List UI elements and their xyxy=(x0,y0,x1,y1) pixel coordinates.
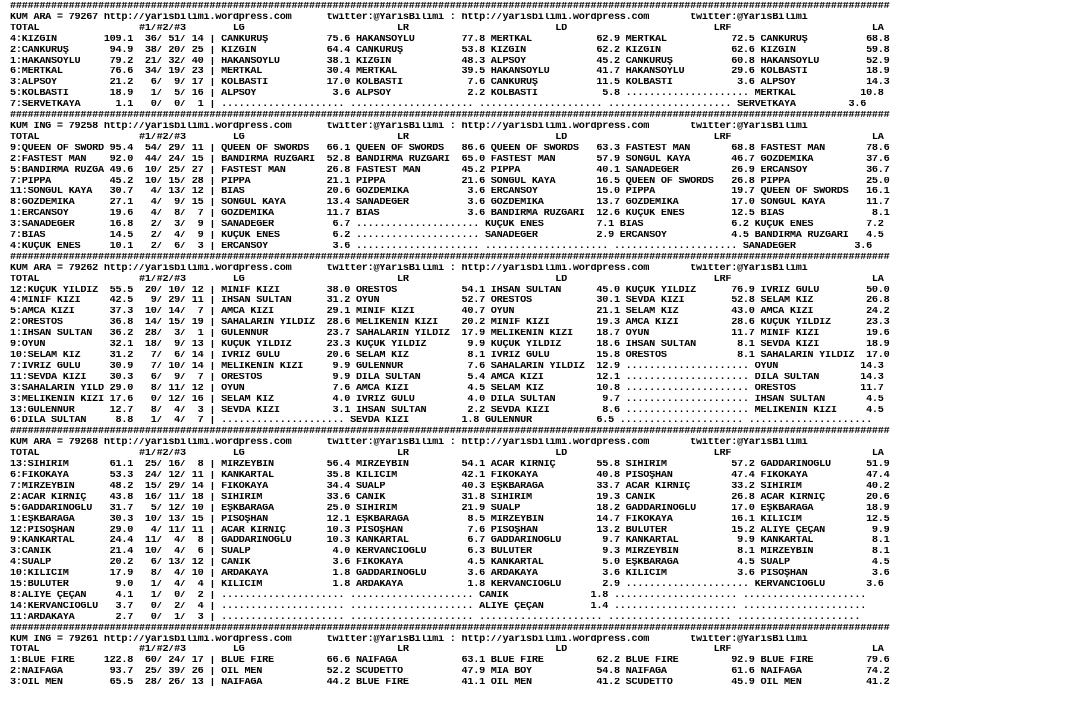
text-line: 2:CANKURUŞ 94.9 38/ 20/ 25 | KIZGIN 64.4 CANKURUŞ 53.8 KIZGIN 62.2 KIZGIN 62.6 KIZGIN 59.8 xyxy=(10,45,890,56)
text-line: 2:FASTEST MAN 92.0 44/ 24/ 15 | BANDIRMA RÜZGARI 52.8 BANDIRMA RÜZGARI 65.0 FASTEST MAN 57.9 SONGÜL KAYA 46.7 GÖZDEMİKA 37.6 xyxy=(10,154,890,165)
text-line: 3:SAHALARIN YILD 29.0 8/ 11/ 12 | OYUN 7.6 AMCA KIZI 4.5 SELAM KIZ 10.8 ..................... ORESTOS 11.7 xyxy=(10,383,884,394)
text-line: 3:MELİKENİN KIZI 17.6 0/ 12/ 16 | SELAM KIZ 4.0 İVRİZ GÜLÜ 4.0 DİLA SULTAN 9.7 ..................... İHSAN SULTAN 4.5 xyxy=(10,394,884,405)
separator-line: ###################################################################################################################################################### xyxy=(10,111,890,122)
text-line: 5:AMCA KIZI 37.3 10/ 14/ 7 | AMCA KIZI 29.1 MİNİF KIZI 40.7 OYUN 21.1 SELAM KIZ 43.0 AMCA KIZI 24.2 xyxy=(10,307,890,318)
text-line: 2:ORESTOS 36.8 14/ 15/ 19 | SAHALARIN YILDIZ 28.6 MELİKENİN KIZI 20.2 MİNİF KIZI 19.3 AMCA KIZI 28.6 KÜÇÜK YILDIZ 23.3 xyxy=(10,318,890,329)
text-line: 3:SANADEĞER 16.8 2/ 3/ 9 | SANADEĞER 6.7 ..................... KÜÇÜK ENES 7.1 BIAS 6.2 KÜÇÜK ENES 7.2 xyxy=(10,220,884,231)
text-line: KUM ARA = 79267 http://yarisbilimi.wordpress.com twitter:@YarisBilimi : http://yarisbilimi.wordpress.com twitter:@YarisBilimi xyxy=(10,12,808,23)
text-line: 3:OIL MEN 65.5 28/ 26/ 13 | NAIFAĞA 44.2 BLUE FIRE 41.1 OIL MEN 41.2 SCUDETTO 45.9 OIL MEN 41.2 xyxy=(10,678,890,689)
text-line: 4:SUALP 20.2 6/ 13/ 12 | CANİK 3.6 FİKOKAYA 4.5 KANKARTAL 5.0 EŞKBARAĞA 4.5 SUALP 4.5 xyxy=(10,558,890,569)
text-line: 5:GADDARINOĞLU 31.7 5/ 12/ 10 | EŞKBARAĞA 25.0 SİHİRİM 21.9 SUALP 18.2 GADDARINOĞLU 17.0 EŞKBARAĞA 18.9 xyxy=(10,503,890,514)
text-line: 3:ALPSOY 21.2 6/ 9/ 17 | KOLBASTI 17.0 KOLBASTI 7.6 CANKURUŞ 11.5 KOLBASTI 3.6 ALPSOY 14.3 xyxy=(10,78,890,89)
text-line: 6:DİLA SULTAN 8.8 1/ 4/ 7 | ..................... SEVDA KIZI 1.8 GÜLENNUR 6.5 ..................... ..................... xyxy=(10,416,872,427)
text-line: TOTAL #1/#2/#3 LG LR LD LRF LA xyxy=(10,132,884,143)
separator-line: ###################################################################################################################################################### xyxy=(10,623,890,634)
text-line: 13:GÜLENNUR 12.7 8/ 4/ 3 | SEVDA KIZI 3.1 İHSAN SULTAN 2.2 SEVDA KIZI 8.6 ..................... MELİKENİN KIZI 4.5 xyxy=(10,405,884,416)
text-line: 7:SERVETKAYA 1.1 0/ 0/ 1 | ..................... ..................... ..................... ..................... SERVETKAYA 3.6 xyxy=(10,100,867,111)
text-line: 7:MİRZEYBİN 48.2 15/ 29/ 14 | FİKOKAYA 34.4 SUALP 40.3 EŞKBARAĞA 33.7 ACAR KIRNIÇ 33.2 SİHİRİM 40.2 xyxy=(10,481,890,492)
text-line: 4:MİNİF KIZI 42.5 9/ 29/ 11 | İHSAN SULTAN 31.2 OYUN 52.7 ORESTOS 30.1 SEVDA KIZI 52.8 SELAM KIZ 26.8 xyxy=(10,296,890,307)
text-line: 10:SELAM KIZ 31.2 7/ 6/ 14 | İVRİZ GÜLÜ 20.6 SELAM KIZ 8.1 İVRİZ GÜLÜ 15.8 ORESTOS 8.1 SAHALARIN YILDIZ 17.0 xyxy=(10,351,890,361)
text-line: 11:SONGÜL KAYA 30.7 4/ 13/ 12 | BIAS 20.6 GÖZDEMİKA 3.6 ERCANSOY 15.0 PIPPA 19.7 QUEEN OF SWORDS 16.1 xyxy=(10,187,890,198)
text-line: 2:ACAR KIRNIÇ 43.8 16/ 11/ 18 | SİHİRİM 33.6 CANİK 31.8 SİHİRİM 19.3 CANİK 26.8 ACAR KIRNIÇ 20.6 xyxy=(10,492,890,503)
text-line: 5:BANDIRMA RÜZGA 49.6 10/ 25/ 27 | FASTEST MAN 26.8 FASTEST MAN 45.2 PIPPA 40.1 SANADEĞER 26.9 ERCANSOY 36.7 xyxy=(10,165,890,176)
text-line: 7:PIPPA 45.2 10/ 15/ 28 | PIPPA 21.1 PIPPA 21.6 SONGÜL KAYA 16.5 QUEEN OF SWORDS 26.8 PIPPA 25.0 xyxy=(10,176,890,187)
text-line: 4:KIZGIN 109.1 36/ 51/ 14 | CANKURUŞ 75.6 HAKANSOYLU 77.8 MERTKAL 62.9 MERTKAL 72.5 CANKURUŞ 68.8 xyxy=(10,34,890,45)
text-line: 8:ALİYE ÇEÇAN 4.1 1/ 0/ 2 | ..................... ..................... CANİK 1.8 ..................... ..................... xyxy=(10,590,867,601)
text-line: 9:QUEEN OF SWORD 95.4 54/ 29/ 11 | QUEEN OF SWORDS 66.1 QUEEN OF SWORDS 86.6 QUEEN OF SWORDS 63.3 FASTEST MAN 68.8 FASTEST MAN 78.6 xyxy=(10,143,890,154)
text-line: 12:KÜÇÜK YILDIZ 55.5 20/ 10/ 12 | MİNİF KIZI 38.0 ORESTOS 54.1 İHSAN SULTAN 45.0 KÜÇÜK YILDIZ 76.9 İVRİZ GÜLÜ 50.0 xyxy=(10,285,890,296)
text-line: TOTAL #1/#2/#3 LG LR LD LRF LA xyxy=(10,274,884,285)
text-line: 3:CANİK 21.4 10/ 4/ 6 | SUALP 4.0 KERVANCIOĞLU 6.3 BULUTER 9.3 MİRZEYBİN 8.1 MİRZEYBİN 8.1 xyxy=(10,547,890,558)
text-line: 2:NAIFAĞA 93.7 25/ 39/ 26 | OIL MEN 52.2 SCUDETTO 47.9 MIA BOY 54.8 NAIFAĞA 61.6 NAIFAĞA 74.2 xyxy=(10,667,890,678)
text-line: 1:ERCANSOY 19.6 4/ 8/ 7 | GÖZDEMİKA 11.7 BIAS 3.6 BANDIRMA RÜZGARI 12.6 KÜÇÜK ENES 12.5 BIAS 8.1 xyxy=(10,209,890,220)
text-line: 14:KERVANCIOĞLU 3.7 0/ 2/ 4 | ..................... ..................... ALİYE ÇEÇAN 1.4 ..................... ..................... xyxy=(10,601,867,612)
text-line: TOTAL #1/#2/#3 LG LR LD LRF LA xyxy=(10,449,884,460)
text-line: KUM ARA = 79262 http://yarisbilimi.wordpress.com twitter:@YarisBilimi : http://yarisbilimi.wordpress.com twitter:@YarisBilimi xyxy=(10,263,808,274)
text-line: 1:HAKANSOYLU 79.2 21/ 32/ 40 | HAKANSOYLU 38.1 KIZGIN 48.3 ALPSOY 45.2 CANKURUŞ 60.8 HAKANSOYLU 52.9 xyxy=(10,56,890,67)
text-line: 10:KILICIM 17.9 8/ 4/ 10 | ARDAKAYA 1.8 GADDARINOĞLU 3.6 ARDAKAYA 3.6 KILICIM 3.6 PİSOŞHAN 3.6 xyxy=(10,569,890,580)
text-line: 4:KÜÇÜK ENES 10.1 2/ 6/ 3 | ERCANSOY 3.6 ..................... ..................... ..................... SANADEĞER 3.6 xyxy=(10,241,872,252)
text-line: 8:GÖZDEMİKA 27.1 4/ 9/ 15 | SONGÜL KAYA 13.4 SANADEĞER 3.6 GÖZDEMİKA 13.7 GÖZDEMİKA 17.0 SONGÜL KAYA 11.7 xyxy=(10,198,890,209)
text-line: 6:MERTKAL 76.6 34/ 19/ 23 | MERTKAL 30.4 MERTKAL 39.5 HAKANSOYLU 41.7 HAKANSOYLU 29.6 KOLBASTI 18.9 xyxy=(10,67,890,78)
text-line: 11:ARDAKAYA 2.7 0/ 1/ 3 | ..................... ..................... ..................... ..................... ..................... xyxy=(10,612,861,623)
text-line: 9:OYUN 32.1 18/ 9/ 13 | KÜÇÜK YILDIZ 23.3 KÜÇÜK YILDIZ 9.9 KÜÇÜK YILDIZ 18.6 İHSAN SULTAN 8.1 SEVDA KIZI 18.9 xyxy=(10,340,890,351)
text-line: 12:PİSOŞHAN 29.0 4/ 11/ 11 | ACAR KIRNIÇ 10.3 PİSOŞHAN 7.6 PİSOŞHAN 13.2 BULUTER 15.2 ALİYE ÇEÇAN 9.9 xyxy=(10,525,890,536)
text-line: 9:KANKARTAL 24.4 11/ 4/ 8 | GADDARINOĞLU 10.3 KANKARTAL 6.7 GADDARINOĞLU 9.7 KANKARTAL 9.9 KANKARTAL 8.1 xyxy=(10,536,890,547)
text-line: KUM ING = 79261 http://yarisbilimi.wordpress.com twitter:@YarisBilimi : http://yarisbilimi.wordpress.com twitter:@YarisBilimi xyxy=(10,634,808,645)
text-line: TOTAL #1/#2/#3 LG LR LD LRF LA xyxy=(10,645,884,656)
text-line: 5:KOLBASTI 18.9 1/ 5/ 16 | ALPSOY 3.6 ALPSOY 2.2 KOLBASTI 5.8 ..................... MERTKAL 10.8 xyxy=(10,89,884,100)
separator-line: ###################################################################################################################################################### xyxy=(10,252,890,263)
text-line: 13:SİHİRİM 61.1 25/ 16/ 8 | MİRZEYBİN 56.4 MİRZEYBİN 54.1 ACAR KIRNIÇ 55.8 SİHİRİM 57.2 GADDARINOĞLU 51.9 xyxy=(10,460,890,471)
text-line: KUM ARA = 79268 http://yarisbilimi.wordpress.com twitter:@YarisBilimi : http://yarisbilimi.wordpress.com twitter:@YarisBilimi xyxy=(10,438,808,449)
text-line: 7:BIAS 14.5 2/ 4/ 9 | KÜÇÜK ENES 6.2 ..................... SANADEĞER 2.9 ERCANSOY 4.5 BANDIRMA RÜZGARI 4.5 xyxy=(10,231,884,242)
text-line: KUM ING = 79258 http://yarisbilimi.wordpress.com twitter:@YarisBilimi : http://yarisbilimi.wordpress.com twitter:@YarisBilimi xyxy=(10,121,808,132)
text-line: 15:BULUTER 9.0 1/ 4/ 4 | KILICIM 1.8 ARDAKAYA 1.8 KERVANCIOĞLU 2.9 ..................... KERVANCIOĞLU 3.6 xyxy=(10,580,884,591)
text-line: 1:EŞKBARAĞA 30.3 10/ 13/ 15 | PİSOŞHAN 12.1 EŞKBARAĞA 8.5 MİRZEYBİN 14.7 FİKOKAYA 16.1 KILICIM 12.5 xyxy=(10,514,890,525)
text-line: TOTAL #1/#2/#3 LG LR LD LRF LA xyxy=(10,23,884,34)
separator-line: ###################################################################################################################################################### xyxy=(10,2,890,12)
text-line: 7:İVRİZ GÜLÜ 30.9 7/ 10/ 14 | MELİKENİN KIZI 9.9 GÜLENNUR 7.6 SAHALARIN YILDIZ 12.9 ..................... OYUN 14.3 xyxy=(10,361,884,372)
text-line: 6:FİKOKAYA 53.3 24/ 12/ 11 | KANKARTAL 35.8 KILICIM 42.1 FİKOKAYA 40.8 PİSOŞHAN 47.4 FİKOKAYA 47.4 xyxy=(10,470,890,481)
text-line: 11:SEVDA KIZI 30.3 6/ 9/ 7 | ORESTOS 9.9 DİLA SULTAN 5.4 AMCA KIZI 12.1 ..................... DİLA SULTAN 14.3 xyxy=(10,372,884,383)
text-line: 1:BLUE FIRE 122.8 60/ 24/ 17 | BLUE FIRE 66.6 NAIFAĞA 63.1 BLUE FIRE 62.2 BLUE FIRE 92.9 BLUE FIRE 79.6 xyxy=(10,656,890,667)
separator-line: ###################################################################################################################################################### xyxy=(10,427,890,438)
text-line: 1:İHSAN SULTAN 36.2 28/ 3/ 1 | GÜLENNUR 23.7 SAHALARIN YILDIZ 17.9 MELİKENİN KIZI 18.7 OYUN 11.7 MİNİF KIZI 19.6 xyxy=(10,329,890,340)
